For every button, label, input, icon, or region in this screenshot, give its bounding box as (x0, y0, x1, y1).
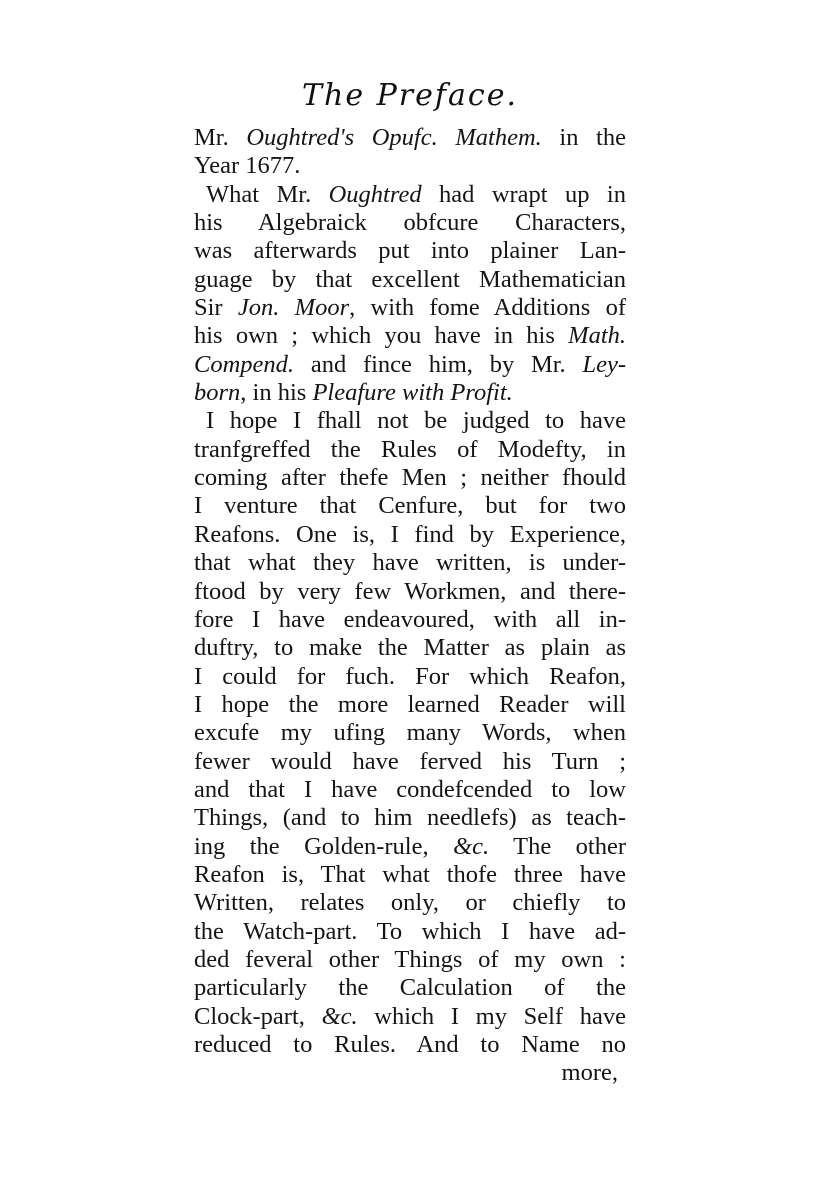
text-line (194, 181, 626, 209)
text-segment: Written, relates only, or chiefly to (194, 889, 626, 917)
text-segment: Reafon is, That what thofe three have (194, 860, 626, 888)
text-segment: that what they have written, is under- (194, 549, 626, 577)
text-segment: fewer would have ferved his Turn ; (194, 747, 626, 775)
italic-text: Compend. (194, 350, 295, 378)
text-line (194, 918, 626, 946)
text-segment: reduced to Rules. And to Name no (194, 1031, 626, 1058)
text-line (194, 1031, 626, 1059)
text-segment: What Mr. (206, 180, 329, 208)
text-line (194, 237, 626, 265)
text-line (194, 804, 626, 832)
italic-text: Math. (568, 322, 626, 350)
text-segment: his Algebraick obfcure Characters, (194, 209, 626, 237)
text-line (194, 946, 626, 974)
text-segment: and that I have condefcended to low (194, 775, 626, 803)
italic-text: Oughtred's Opufc. Mathem. (246, 124, 542, 151)
text-segment: his own ; which you have in his (194, 322, 569, 350)
text-line (194, 521, 626, 549)
text-segment: , with fome Additions of (349, 294, 626, 322)
text-line (194, 266, 626, 294)
text-segment: excufe my ufing many Words, when (194, 719, 626, 747)
italic-text: &c. (453, 832, 490, 860)
text-segment: coming after thefe Men ; neither fhould (194, 464, 626, 492)
italic-text: &c. (321, 1002, 358, 1030)
text-line (194, 436, 626, 464)
italic-text: born (194, 379, 241, 407)
text-segment: The other (489, 832, 626, 860)
text-segment: Reafons. One is, I find by Experience, (194, 520, 626, 548)
text-line (194, 379, 626, 407)
text-line (194, 634, 626, 662)
italic-text: Jon. Moor (237, 294, 350, 322)
text-line (194, 861, 626, 889)
catchword-line (194, 1059, 626, 1087)
text-line (194, 464, 626, 492)
text-segment: which I my Self have (357, 1002, 626, 1030)
text-line (194, 124, 626, 152)
text-segment: the Watch-part. To which I have ad- (194, 917, 626, 945)
running-head: The Preface. (302, 78, 518, 113)
text-segment: duftry, to make the Matter as plain as (194, 634, 626, 662)
text-segment: Clock-part, (194, 1002, 322, 1030)
text-segment: had wrapt up in (421, 180, 626, 208)
text-line (194, 549, 626, 577)
text-segment: ftood by very few Workmen, and there- (194, 577, 626, 605)
text-line (194, 663, 626, 691)
text-segment: tranfgreffed the Rules of Modefty, in (194, 435, 626, 463)
text-line (194, 889, 626, 917)
text-segment: I hope the more learned Reader will (194, 690, 626, 718)
text-line (194, 691, 626, 719)
text-line (194, 833, 626, 861)
text-segment: and fince him, by Mr. (294, 350, 583, 378)
italic-text: Pleafure with Profit. (312, 379, 513, 407)
text-line (194, 1003, 626, 1031)
text-line (194, 209, 626, 237)
text-line (194, 407, 626, 435)
text-segment: fore I have endeavoured, with all in- (194, 605, 626, 633)
text-segment: I could for fuch. For which Reafon, (194, 662, 626, 690)
text-segment: in the (541, 124, 626, 151)
text-line (194, 974, 626, 1002)
text-segment: Year 1677. (194, 152, 301, 180)
text-segment: was afterwards put into plainer Lan- (194, 237, 626, 265)
text-segment: Mr. (194, 124, 247, 151)
text-line (194, 322, 626, 350)
italic-text: Ley- (582, 350, 626, 378)
text-line (194, 748, 626, 776)
text-line (194, 719, 626, 747)
text-line (194, 776, 626, 804)
catchword: more, (561, 1059, 618, 1087)
body-text (194, 124, 626, 1088)
text-segment: , in his (240, 379, 313, 407)
text-line (194, 578, 626, 606)
text-segment: Sir (194, 294, 238, 322)
text-line (194, 351, 626, 379)
text-line (194, 294, 626, 322)
italic-text: Oughtred (328, 180, 422, 208)
text-segment: guage by that excellent Mathematician (194, 265, 626, 293)
text-segment: I hope I fhall not be judged to have (206, 407, 626, 435)
text-segment: ded feveral other Things of my own : (194, 945, 626, 973)
text-line (194, 492, 626, 520)
text-line (194, 152, 626, 180)
text-segment: particularly the Calculation of the (194, 974, 626, 1002)
text-segment: I venture that Cenfure, but for two (194, 492, 626, 520)
text-segment: ing the Golden-rule, (194, 832, 454, 860)
text-segment: Things, (and to him needlefs) as teach- (194, 804, 626, 832)
text-line (194, 606, 626, 634)
